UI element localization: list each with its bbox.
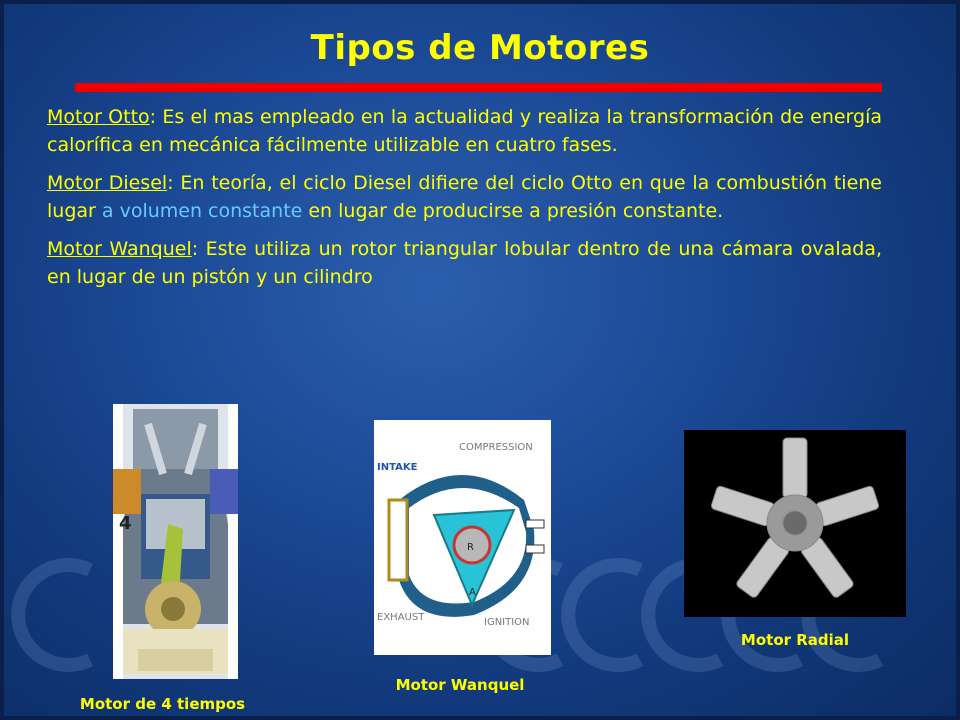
paragraph-otto <box>47 103 882 159</box>
title-underline-bar <box>75 83 882 92</box>
wanquel-description: : Este utiliza un rotor triangular lobular dentro de una cámara ovalada, en lugar de un pistón y un cilindro <box>47 238 882 288</box>
diesel-description-end: en lugar de producirse a presión constante. <box>302 200 724 222</box>
diesel-description-start: : En teoría, el ciclo Diesel difiere del ciclo Otto en que la combustión tiene lugar <box>47 172 882 222</box>
body-text <box>47 103 882 301</box>
term-motor-diesel: Motor Diesel <box>47 172 168 194</box>
diesel-highlight: a volumen constante <box>101 200 303 222</box>
term-motor-otto: Motor Otto <box>47 106 150 128</box>
label-compression: COMPRESSION <box>459 442 533 453</box>
four-stroke-engine-image <box>113 404 238 679</box>
four-stroke-label: 4 <box>119 513 132 534</box>
term-motor-wanquel: Motor Wanquel <box>47 238 192 260</box>
page-title: Tipos de Motores <box>310 28 650 68</box>
wanquel-engine-image <box>374 420 551 655</box>
paragraph-diesel <box>47 169 882 225</box>
paragraph-wanquel <box>47 235 882 291</box>
label-rotor-r: R <box>467 542 474 553</box>
caption-four-stroke: Motor de 4 tiempos <box>79 695 246 713</box>
caption-wanquel: Motor Wanquel <box>395 676 525 694</box>
otto-description: : Es el mas empleado en la actualidad y realiza la transformación de energía calorífica en mecánica fácilmente utilizable en cuatro fases. <box>47 106 883 156</box>
label-ignition: IGNITION <box>484 617 530 628</box>
label-intake: INTAKE <box>377 462 418 473</box>
radial-engine-image <box>684 430 906 617</box>
caption-radial: Motor Radial <box>740 631 850 649</box>
label-exhaust: EXHAUST <box>377 612 425 623</box>
label-rotor-a: A <box>469 587 476 598</box>
